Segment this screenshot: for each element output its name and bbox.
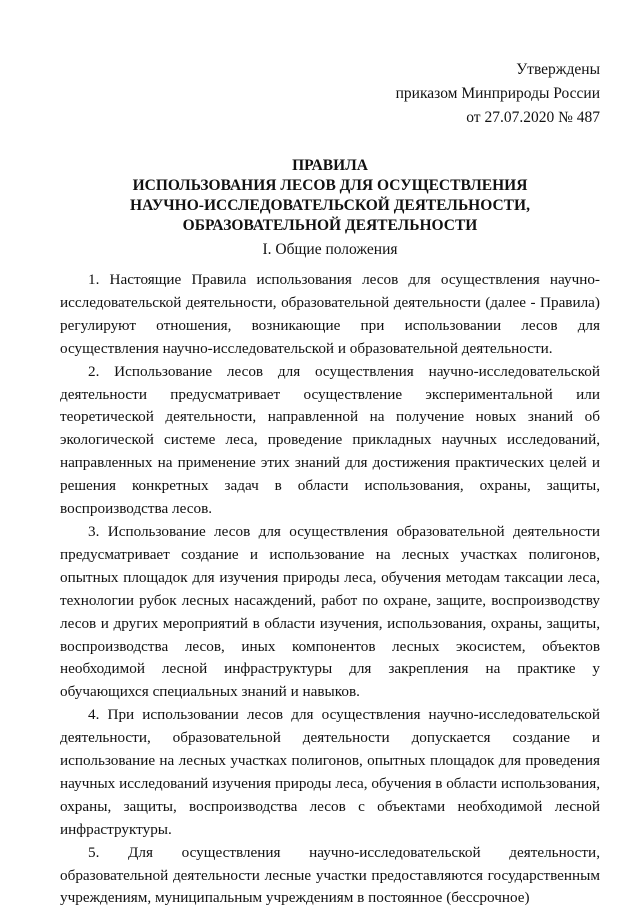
paragraph-3: 3. Использование лесов для осуществления образовательной деятельности предусматривает создание и использование на лесных участках полигонов, опытных площадок для изучения природы леса, обучения методам таксации леса, технологии рубок лесных насаждений, работ по охране, защите, воспроизводству лесов и других мероприятий в области изучения, использования, охраны, защиты, воспроизводства лесов, иных компонентов лесных экосистем, объектов необходимой лесной инфраструктуры для закрепления на практике у обучающихся специальных знаний и навыков. (60, 522, 600, 701)
approval-stamp (396, 58, 600, 130)
section-heading: I. Общие положения (262, 241, 398, 258)
paragraph-4: 4. При использовании лесов для осуществления научно-исследовательской деятельности, образовательной деятельности допускается создание и использование на лесных участках полигонов, опытных площадок для проведения научных исследований изучения природы леса, обучения в области использования, охраны, защиты, воспроизводства лесов с объектами необходимой лесной инфраструктуры. (60, 706, 600, 838)
title-line-1: ПРАВИЛА (292, 157, 368, 174)
paragraph-2: 2. Использование лесов для осуществления научно-исследовательской деятельности предусматривает осуществление экспериментальной или теоретической деятельности, направленной на получение новых знаний об экологической системе леса, проведение прикладных научных исследований, направленных на применение этих знаний для достижения практических целей и решения конкретных задач в области использования, охраны, защиты, воспроизводства лесов. (60, 362, 600, 518)
approval-line-order: приказом Минприроды России (395, 85, 600, 102)
title-line-4: ОБРАЗОВАТЕЛЬНОЙ ДЕЯТЕЛЬНОСТИ (182, 217, 478, 234)
document-title (60, 156, 600, 236)
title-line-3: НАУЧНО-ИССЛЕДОВАТЕЛЬСКОЙ ДЕЯТЕЛЬНОСТИ, (130, 197, 530, 214)
paragraph-1: 1. Настоящие Правила использования лесов для осуществления научно-исследовательской деятельности, образовательной деятельности (далее - Правила) регулируют отношения, возникающие при использовании лесов для осуществления научно-исследовательской и образовательной деятельности. (60, 271, 600, 357)
title-line-2: ИСПОЛЬЗОВАНИЯ ЛЕСОВ ДЛЯ ОСУЩЕСТВЛЕНИЯ (132, 177, 528, 194)
approval-line-approved: Утверждены (516, 61, 600, 78)
approval-line-date: от 27.07.2020 № 487 (466, 109, 600, 126)
document-body (60, 269, 600, 910)
paragraph-5: 5. Для осуществления научно-исследовательской деятельности, образовательной деятельности лесные участки предоставляются государственным учреждениям, муниципальным учреждениям в постоянное (бессрочное) (60, 843, 600, 907)
